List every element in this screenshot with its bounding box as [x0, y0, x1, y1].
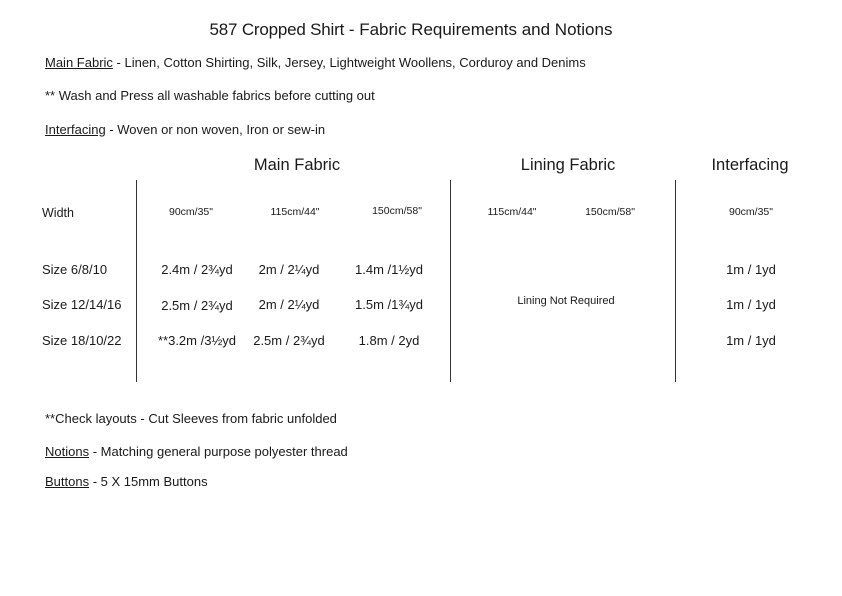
width-main-2: 115cm/44": [270, 206, 320, 218]
cell-row1-main3: 1.4m /1½yd: [355, 262, 423, 277]
cell-row1-main2: 2m / 2¼yd: [258, 262, 320, 277]
cell-row3-main1: **3.2m /3½yd: [157, 333, 237, 348]
width-main-1: 90cm/35": [169, 206, 213, 218]
width-main-3: 150cm/58": [372, 205, 422, 217]
width-interfacing-1: 90cm/35": [729, 206, 773, 218]
cell-row1-main1: 2.4m / 2¾yd: [161, 262, 233, 277]
row-label-size-1: Size 6/8/10: [42, 262, 108, 277]
page-title: [0, 20, 822, 40]
header-interfacing: Interfacing: [711, 156, 789, 174]
lining-not-required-note: Lining Not Required: [517, 295, 615, 307]
buttons-text: - 5 X 15mm Buttons: [89, 474, 208, 489]
interfacing-text: - Woven or non woven, Iron or sew-in: [105, 122, 326, 137]
buttons-label: Buttons: [45, 474, 90, 489]
width-lining-1: 115cm/44": [487, 206, 537, 218]
title-subtitle: - Fabric Requirements and Notions: [344, 20, 613, 39]
notions-note: [45, 444, 348, 459]
interfacing-label: Interfacing: [45, 122, 106, 137]
cell-row2-main1: 2.5m / 2¾yd: [161, 298, 233, 313]
notions-text: - Matching general purpose polyester thread: [89, 444, 348, 459]
notions-label: Notions: [45, 444, 90, 459]
width-lining-2: 150cm/58": [585, 206, 635, 218]
cell-row2-interfacing: 1m / 1yd: [726, 297, 776, 312]
cell-row1-interfacing: 1m / 1yd: [726, 262, 776, 277]
buttons-note: [45, 474, 208, 489]
cell-row2-main2: 2m / 2¼yd: [258, 297, 320, 312]
width-label: Width: [42, 206, 74, 220]
cell-row3-main3: 1.8m / 2yd: [358, 333, 420, 348]
cell-row3-interfacing: 1m / 1yd: [726, 333, 776, 348]
pattern-name: 587 Cropped Shirt: [209, 20, 345, 39]
wash-note: ** Wash and Press all washable fabrics before cutting out: [45, 88, 375, 103]
row-label-size-3: Size 18/10/22: [42, 333, 122, 348]
main-fabric-label: Main Fabric: [45, 55, 113, 70]
divider-right: [675, 180, 676, 382]
interfacing-note: [45, 122, 325, 137]
main-fabric-note: [45, 55, 586, 70]
check-layouts-note: **Check layouts - Cut Sleeves from fabric unfolded: [45, 411, 337, 426]
main-fabric-text: - Linen, Cotton Shirting, Silk, Jersey, Lightweight Woollens, Corduroy and Denims: [112, 55, 586, 70]
cell-row3-main2: 2.5m / 2¾yd: [253, 333, 325, 348]
cell-row2-main3: 1.5m /1¾yd: [355, 297, 423, 312]
row-label-size-2: Size 12/14/16: [42, 297, 122, 312]
header-main-fabric: Main Fabric: [253, 156, 341, 174]
header-lining-fabric: Lining Fabric: [520, 156, 616, 174]
